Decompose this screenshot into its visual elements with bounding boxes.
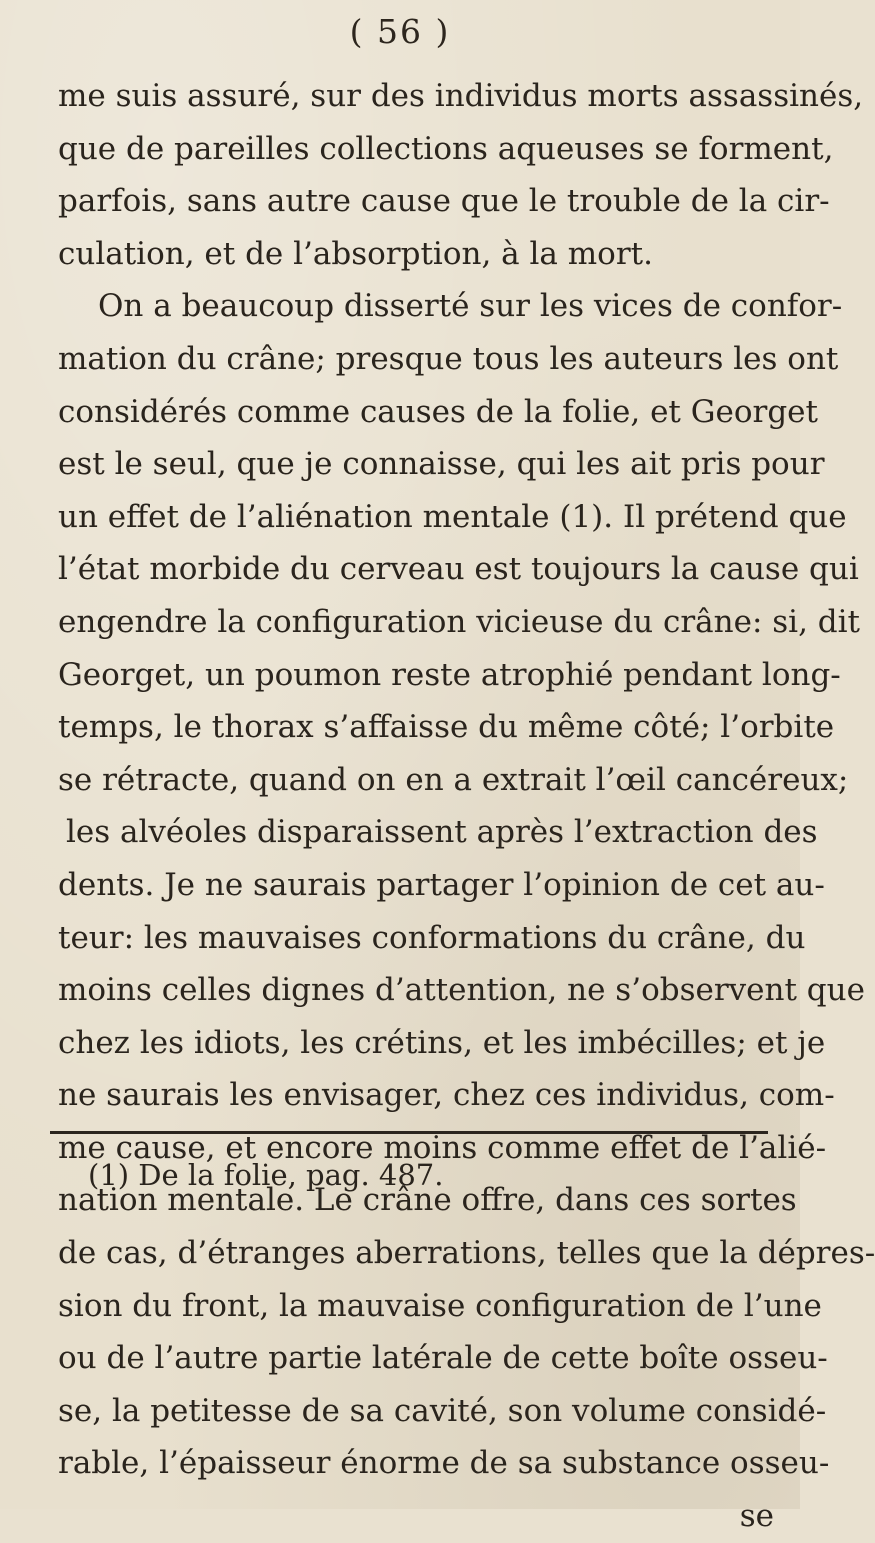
text-line: se, la petitesse de sa cavité, son volume considé- [58,1392,827,1429]
text-line: les alvéoles disparaissent après l’extraction des [66,814,818,851]
text-line: nation mentale. Le crâne offre, dans ces sortes [58,1182,797,1219]
text-line: est le seul, que je connaisse, qui les ait pris pour [58,446,825,483]
body-text [58,70,875,1543]
text-line: mation du crâne; presque tous les auteurs les ont [58,340,839,377]
text-line: teur: les mauvaises conformations du crâne, du [58,919,806,956]
text-line: parfois, sans autre cause que le trouble de la cir- [58,183,830,220]
footnote: (1) De la folie, pag. 487. [88,1158,444,1192]
text-line: un effet de l’aliénation mentale (1). Il prétend que [58,498,847,535]
page-number: ( 56 ) [349,12,451,51]
text-line: culation, et de l’absorption, à la mort. [58,235,653,272]
text-line: ne saurais les envisager, chez ces individus, com- [58,1077,835,1114]
text-line: engendre la configuration vicieuse du crâne: si, dit [58,603,861,640]
text-line: me suis assuré, sur des individus morts assassinés, [58,78,864,114]
text-line: que de pareilles collections aqueuses se forment, [58,130,834,167]
text-line: On a beaucoup disserté sur les vices de confor- [98,288,843,325]
text-line: l’état morbide du cerveau est toujours la cause qui [58,551,859,588]
text-line: chez les idiots, les crétins, et les imbécilles; et je [58,1024,826,1061]
text-line: considérés comme causes de la folie, et Georget [58,393,818,430]
text-line: me cause, et encore moins comme effet de l’alié- [58,1129,827,1166]
text-line: Georget, un poumon reste atrophié pendant long- [58,656,841,693]
footnote-divider [50,1131,768,1134]
text-line: dents. Je ne saurais partager l’opinion de cet au- [58,866,825,903]
text-line: temps, le thorax s’affaisse du même côté; l’orbite [58,709,835,746]
text-line: se rétracte, quand on en a extrait l’œil cancéreux; [58,761,849,798]
text-line: moins celles dignes d’attention, ne s’observent que [58,972,865,1009]
text-line: ou de l’autre partie latérale de cette boîte osseu- [58,1340,828,1377]
text-line: rable, l’épaisseur énorme de sa substance osseu- [58,1445,830,1482]
catchword: se [739,1498,774,1535]
text-line: sion du front, la mauvaise configuration de l’une [58,1287,822,1324]
text-line: de cas, d’étranges aberrations, telles que la dépres- [58,1235,875,1272]
